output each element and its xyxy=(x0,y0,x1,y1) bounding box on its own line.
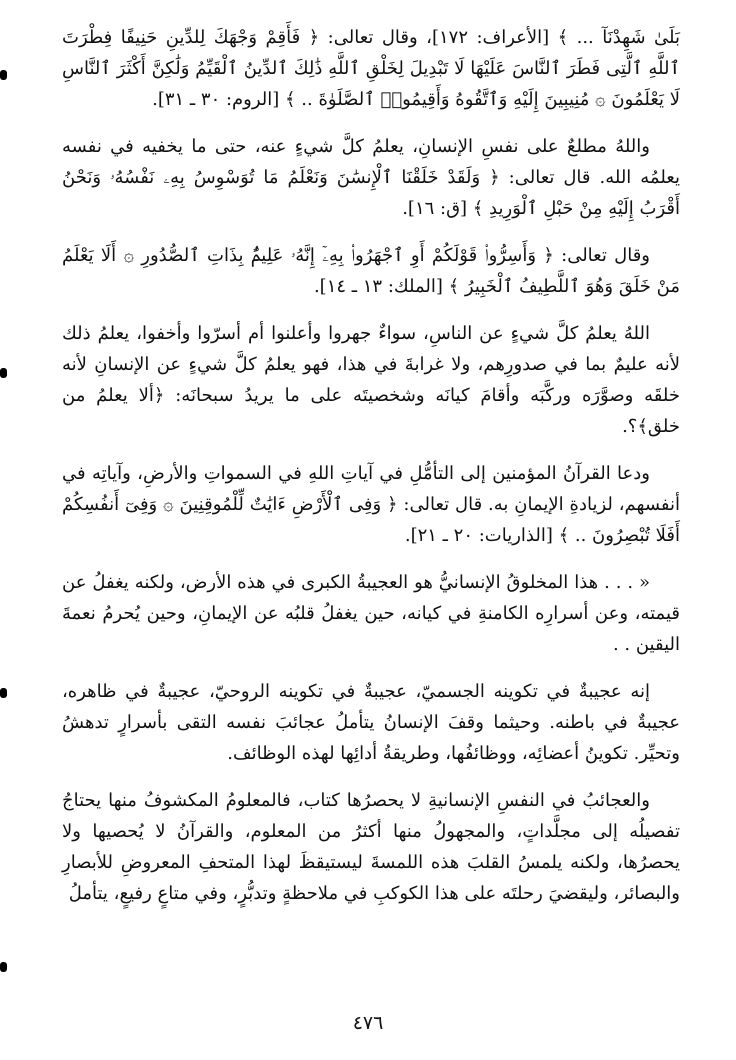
paragraph-1: بَلَىٰ شَهِدْنَآ ... ﴾ [الأعراف: ١٧٢]، وقال تعالى: ﴿ فَأَقِمْ وَجْهَكَ لِلدِّينِ حَنِيفًا فِطْرَتَ ٱللَّهِ ٱلَّتِى فَطَرَ ٱلنَّاسَ عَلَيْهَا لَا تَبْدِيلَ لِخَلْقِ ٱللَّهِ ذَٰلِكَ ٱلدِّينُ ٱلْقَيِّمُ وَلَٰكِنَّ أَكْثَرَ ٱلنَّاسِ لَا يَعْلَمُونَ ۞ مُنِيبِينَ إِلَيْهِ وَٱتَّقُوهُ وَأَقِيمُوا۟ ٱلصَّلَوٰةَ .. ﴾ [الروم: ٣٠ ـ ٣١]. xyxy=(62,27,680,110)
paragraph-4: اللهُ يعلمُ كلَّ شيءٍ عن الناسِ، سواءٌ جهروا وأعلنوا أم أسرّوا وأخفوا، يعلمُ ذلك لأنه عليمٌ بما في صدورِهم، ولا غرابةَ في هذا، فهو يعلمُ كلَّ شيءٍ عن الإنسانِ لأنه خلقَه وصوَّرَه وركَّبَه وأقامَ كيانَه وشخصيتَه على ما يريدُ سبحانَه: ﴿ألا يعلمُ من خلق﴾؟. xyxy=(62,323,680,437)
binding-mark xyxy=(0,962,7,972)
page-number: ٤٧٦ xyxy=(352,1012,384,1034)
paragraph-6: « . . . هذا المخلوقُ الإنسانيُّ هو العجيبةُ الكبرى في هذه الأرض، ولكنه يغفلُ عن قيمته، وعن أسرارِه الكامنةِ في كيانه، حين يغفلُ قلبُه عن الإيمانِ، وحين يُحرمُ نعمةَ اليقين . . xyxy=(62,572,680,655)
paragraph-7: إنه عجيبةٌ في تكوينه الجسميّ، عجيبةٌ في تكوينه الروحيّ، عجيبةٌ في ظاهره، عجيبةٌ في باطنه. وحيثما وقفَ الإنسانُ يتأملُ عجائبَ نفسه التقى بأسرارٍ تدهشُ وتحيِّر. تكوينُ أعضائِه، ووظائفُها، وطريقةُ أدائِها لهذه الوظائف. xyxy=(62,681,680,764)
paragraph-2: واللهُ مطلعٌ على نفسِ الإنسانِ، يعلمُ كلَّ شيءٍ عنه، حتى ما يخفيه في نفسه يعلمُه الله. قال تعالى: ﴿ وَلَقَدْ خَلَقْنَا ٱلْإِنسَٰنَ وَنَعْلَمُ مَا تُوَسْوِسُ بِهِۦ نَفْسُهُۥ وَنَحْنُ أَقْرَبُ إِلَيْهِ مِنْ حَبْلِ ٱلْوَرِيدِ ﴾ [ق: ١٦]. xyxy=(62,136,680,219)
page-body xyxy=(62,22,680,925)
paragraph-3: وقال تعالى: ﴿ وَأَسِرُّوا۟ قَوْلَكُمْ أَوِ ٱجْهَرُوا۟ بِهِۦٓ إِنَّهُۥ عَلِيمٌۢ بِذَاتِ ٱلصُّدُورِ ۞ أَلَا يَعْلَمُ مَنْ خَلَقَ وَهُوَ ٱللَّطِيفُ ٱلْخَبِيرُ ﴾ [الملك: ١٣ ـ ١٤]. xyxy=(62,245,680,297)
binding-mark xyxy=(0,368,7,378)
binding-mark xyxy=(0,70,7,80)
binding-mark xyxy=(0,688,7,698)
paragraph-8: والعجائبُ في النفسِ الإنسانيةِ لا يحصرُها كتاب، فالمعلومُ المكشوفُ منها يحتاجُ تفصيلُه إلى مجلَّداتٍ، والمجهولُ منها أكثرُ من المعلوم، والقرآنُ لا يُحصيها ولا يحصرُها، ولكنه يلمسُ القلبَ هذه اللمسةَ ليستيقظَ لهذا المتحفِ المعروضِ للأبصارِ والبصائر، وليقضيَ رحلتَه على هذا الكوكبِ في ملاحظةٍ وتدبُّرٍ، وفي متاعٍ رفيعٍ، يتأملُ xyxy=(62,790,680,904)
paragraph-5: ودعا القرآنُ المؤمنين إلى التأمُّلِ في آياتِ اللهِ في السمواتِ والأرضِ، وآياتِه في أنفسهم، لزيادةِ الإيمانِ به. قال تعالى: ﴿ وَفِى ٱلْأَرْضِ ءَايَٰتٌ لِّلْمُوقِنِينَ ۞ وَفِىٓ أَنفُسِكُمْ أَفَلَا تُبْصِرُونَ .. ﴾ [الذاريات: ٢٠ ـ ٢١]. xyxy=(62,463,680,546)
